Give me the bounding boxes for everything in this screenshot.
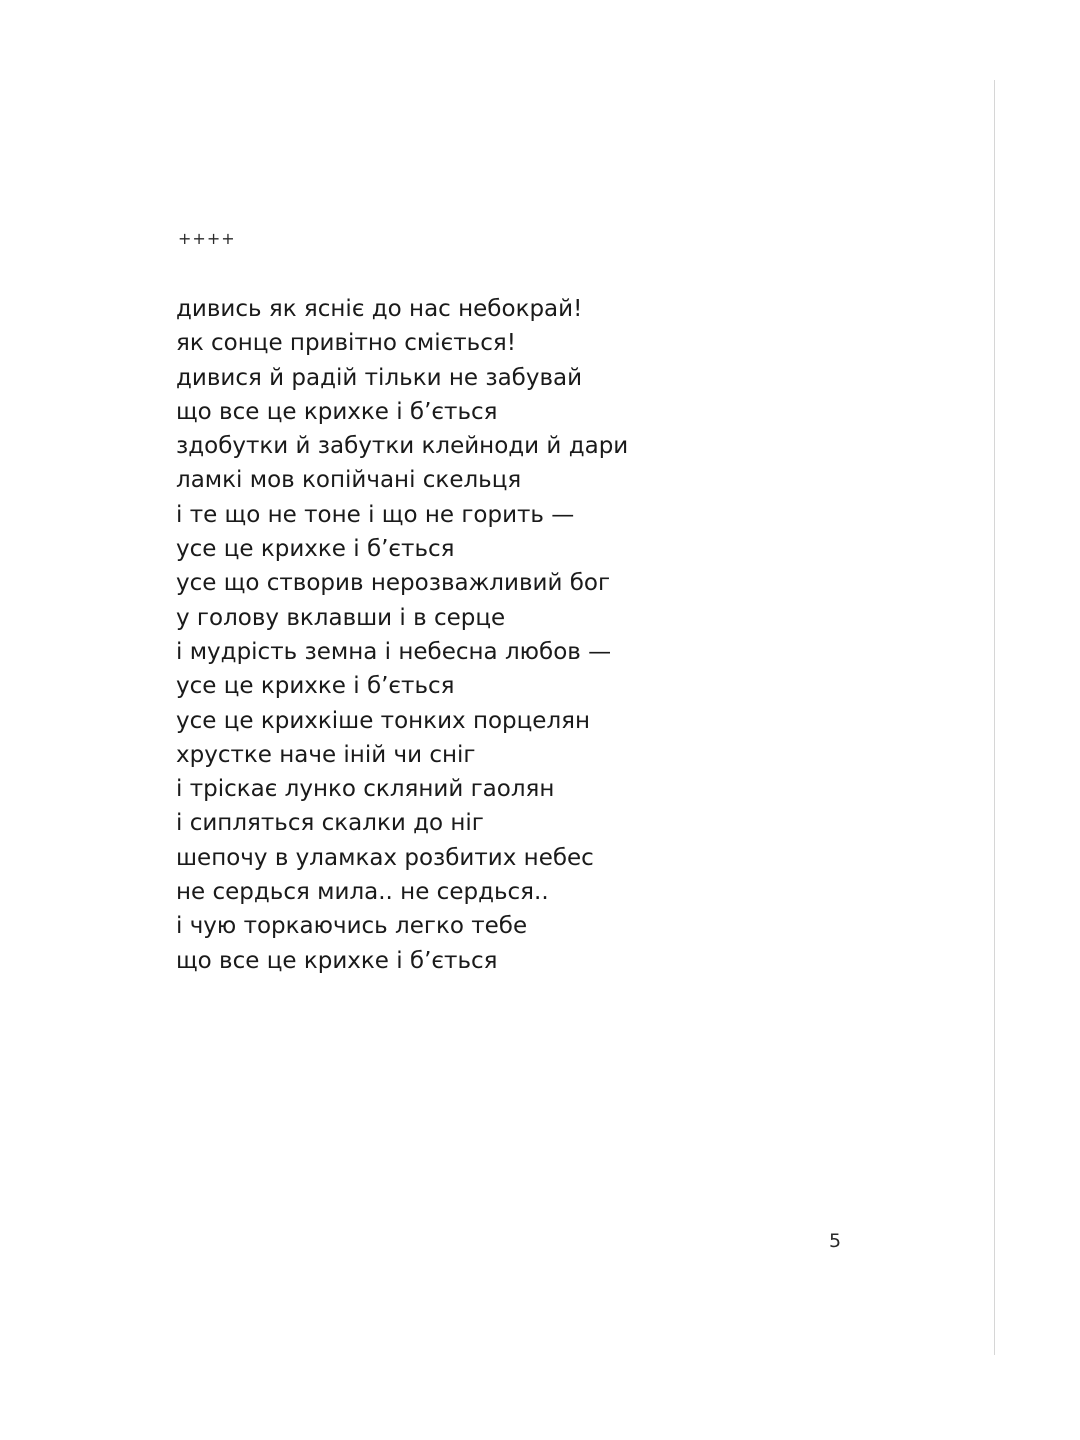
poem-line: що все це крихке i б’ється [176, 398, 498, 425]
poem-line: i чую торкаючись легко тебе [176, 913, 528, 940]
poem-line: i сипляться скалки до нiг [176, 810, 484, 837]
poem-line: шепочу в уламках розбитих небес [176, 844, 594, 871]
poem-line: хрустке наче iнiй чи снiг [176, 741, 476, 768]
poem-line: дивися й радiй тiльки не забувай [176, 364, 583, 391]
poem-line: усе це крихке i б’ється [176, 673, 455, 700]
poem-line: усе це крихке i б’ється [176, 536, 455, 563]
section-mark: ++++ [178, 229, 236, 248]
poem-body [176, 292, 956, 978]
poem-line: не сердься мила.. не сердься.. [176, 879, 549, 906]
poem-line: здобутки й забутки клейноди й дари [176, 433, 629, 460]
poem-line: i те що не тоне i що не горить — [176, 501, 575, 528]
poem-line: у голову вклавши i в серце [176, 604, 506, 631]
poem-line: як сонце привiтно смiється! [176, 330, 516, 357]
poem-line: що все це крихке i б’ється [176, 947, 498, 974]
poem-line: i мудрiсть земна i небесна любов — [176, 638, 612, 665]
page-edge-divider [994, 80, 995, 1355]
poem-line: ламкi мов копiйчанi скельця [176, 467, 522, 494]
poem-line: усе це крихкiше тонких порцелян [176, 707, 591, 734]
page-number: 5 [829, 1230, 842, 1252]
poem-line: дивись як яснiє до нас небокрай! [176, 296, 583, 322]
poem-line: усе що створив нерозважливий бог [176, 570, 611, 597]
poem-line: i трiскає лунко скляний гаолян [176, 776, 555, 803]
